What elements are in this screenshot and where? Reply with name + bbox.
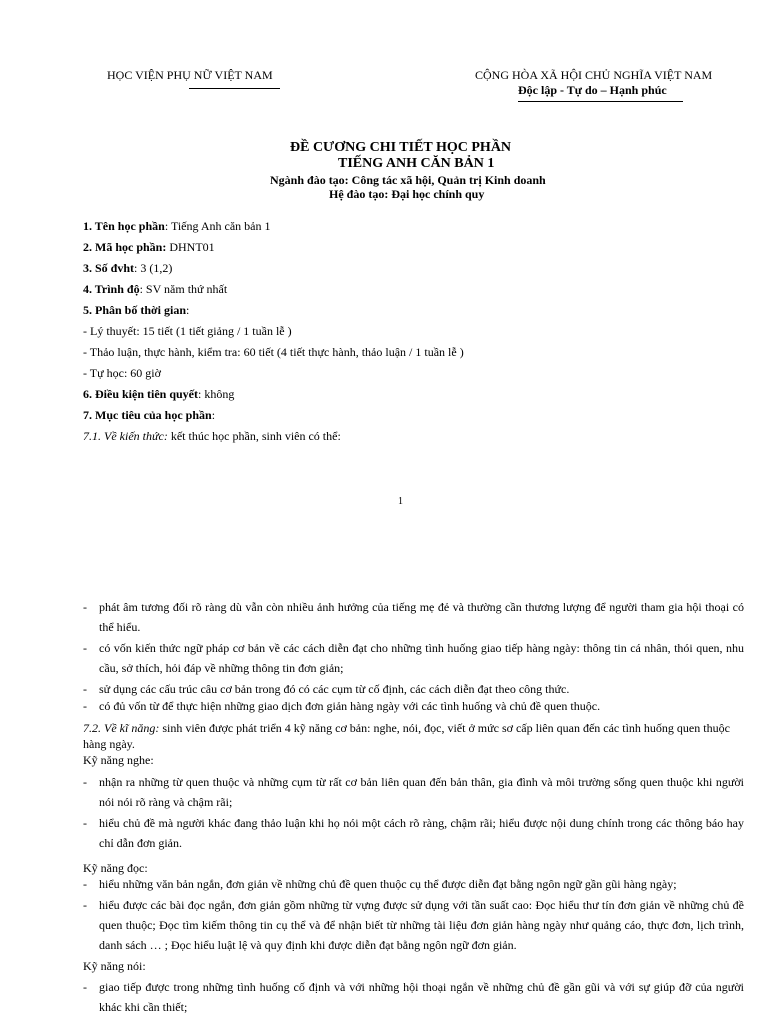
list-item: - có vốn kiến thức ngữ pháp cơ bản về các cách diễn đạt cho những tình huống giao tiếp hàng ngày: thông tin cá nhân, thói quen, nhu cầu, sở thích, hỏi đáp về những thông tin đơn giản; — [83, 641, 744, 675]
time-theory: - Lý thuyết: 15 tiết (1 tiết giảng / 1 tuần lễ ) — [83, 324, 292, 338]
listening-heading: Kỹ năng nghe: — [83, 753, 154, 767]
document-title: ĐỀ CƯƠNG CHI TIẾT HỌC PHẦN — [290, 140, 512, 155]
info-course-name: 1. Tên học phần: Tiếng Anh căn bản 1 — [83, 219, 271, 233]
list-item: - giao tiếp được trong những tình huống cố định và với những hội thoại ngắn về những chủ đề gần gũi và với sự giúp đỡ của người khác khi cần thiết; — [83, 980, 744, 1014]
national-motto: Độc lập - Tự do – Hạnh phúc — [518, 83, 667, 97]
time-self-study: - Tự học: 60 giờ — [83, 366, 161, 380]
time-practice: - Thảo luận, thực hành, kiểm tra: 60 tiết (4 tiết thực hành, thảo luận / 1 tuần lễ ) — [83, 345, 464, 359]
training-system-line: Hệ đào tạo: Đại học chính quy — [329, 187, 485, 201]
speaking-heading: Kỹ năng nói: — [83, 959, 146, 973]
info-time-allocation: 5. Phân bố thời gian: — [83, 303, 190, 317]
info-course-code: 2. Mã học phần: DHNT01 — [83, 240, 215, 254]
page-number: 1 — [398, 496, 403, 507]
list-item: - phát âm tương đối rõ ràng dù vẫn còn nhiều ảnh hưởng của tiếng mẹ đẻ và thường cần thương lượng để người tham gia hội thoại có thể hiểu. — [83, 600, 744, 634]
institution-underline — [189, 88, 280, 89]
info-prerequisite: 6. Điều kiện tiên quyết: không — [83, 387, 235, 401]
program-line: Ngành đào tạo: Công tác xã hội, Quản trị Kinh doanh — [270, 173, 546, 187]
motto-underline — [518, 101, 683, 102]
country-name: CỘNG HÒA XÃ HỘI CHỦ NGHĨA VIỆT NAM — [475, 68, 713, 82]
list-item: - sử dụng các cấu trúc câu cơ bản trong đó có các cụm từ cố định, các cách diễn đạt theo công thức. — [83, 682, 570, 696]
skills-heading: 7.2. Về kĩ năng: sinh viên được phát triển 4 kỹ năng cơ bản: nghe, nói, đọc, viết ở mức sơ cấp liên quan đến các tình huống quen thuộc hàng ngày. — [83, 721, 730, 751]
info-objectives: 7. Mục tiêu của học phần: — [83, 408, 216, 422]
list-item: - có đủ vốn từ để thực hiện những giao dịch đơn giản hàng ngày với các tình huống và chủ đề quen thuộc. — [83, 699, 601, 713]
institution-name: HỌC VIỆN PHỤ NỮ VIỆT NAM — [107, 68, 273, 82]
list-item: - hiểu những văn bản ngắn, đơn giản về những chủ đề quen thuộc cụ thể được diễn đạt bằng ngôn ngữ gần gũi hàng ngày; — [83, 877, 677, 891]
list-item: - hiểu được các bài đọc ngắn, đơn giản gồm những từ vựng được sử dụng với tần suất cao: Đọc hiểu thư tín đơn giản về những chủ đề quen thuộc; Đọc tìm kiếm thông tin cụ thể và để nhận biết từ những tài liệu đơn giản hàng ngày như quảng cáo, thực đơn, lịch trình, danh sách … ; Đọc hiểu luật lệ và quy định khi được diễn đạt bằng ngôn ngữ đơn giản. — [83, 898, 744, 952]
knowledge-heading: 7.1. Về kiến thức: kết thúc học phần, sinh viên có thể: — [83, 429, 341, 443]
reading-heading: Kỹ năng đọc: — [83, 861, 148, 875]
list-item: - nhận ra những từ quen thuộc và những cụm từ rất cơ bản liên quan đến bản thân, gia đình và môi trường sống quen thuộc khi người nói nói rõ ràng và chậm rãi; — [83, 775, 744, 809]
course-title: TIẾNG ANH CĂN BẢN 1 — [338, 156, 495, 171]
list-item: - hiểu chủ đề mà người khác đang thảo luận khi họ nói một cách rõ ràng, chậm rãi; hiểu được nội dung chính trong các thông báo hay chỉ dẫn đơn giản. — [83, 816, 744, 850]
info-credits: 3. Số đvht: 3 (1,2) — [83, 261, 173, 275]
info-level: 4. Trình độ: SV năm thứ nhất — [83, 282, 228, 296]
